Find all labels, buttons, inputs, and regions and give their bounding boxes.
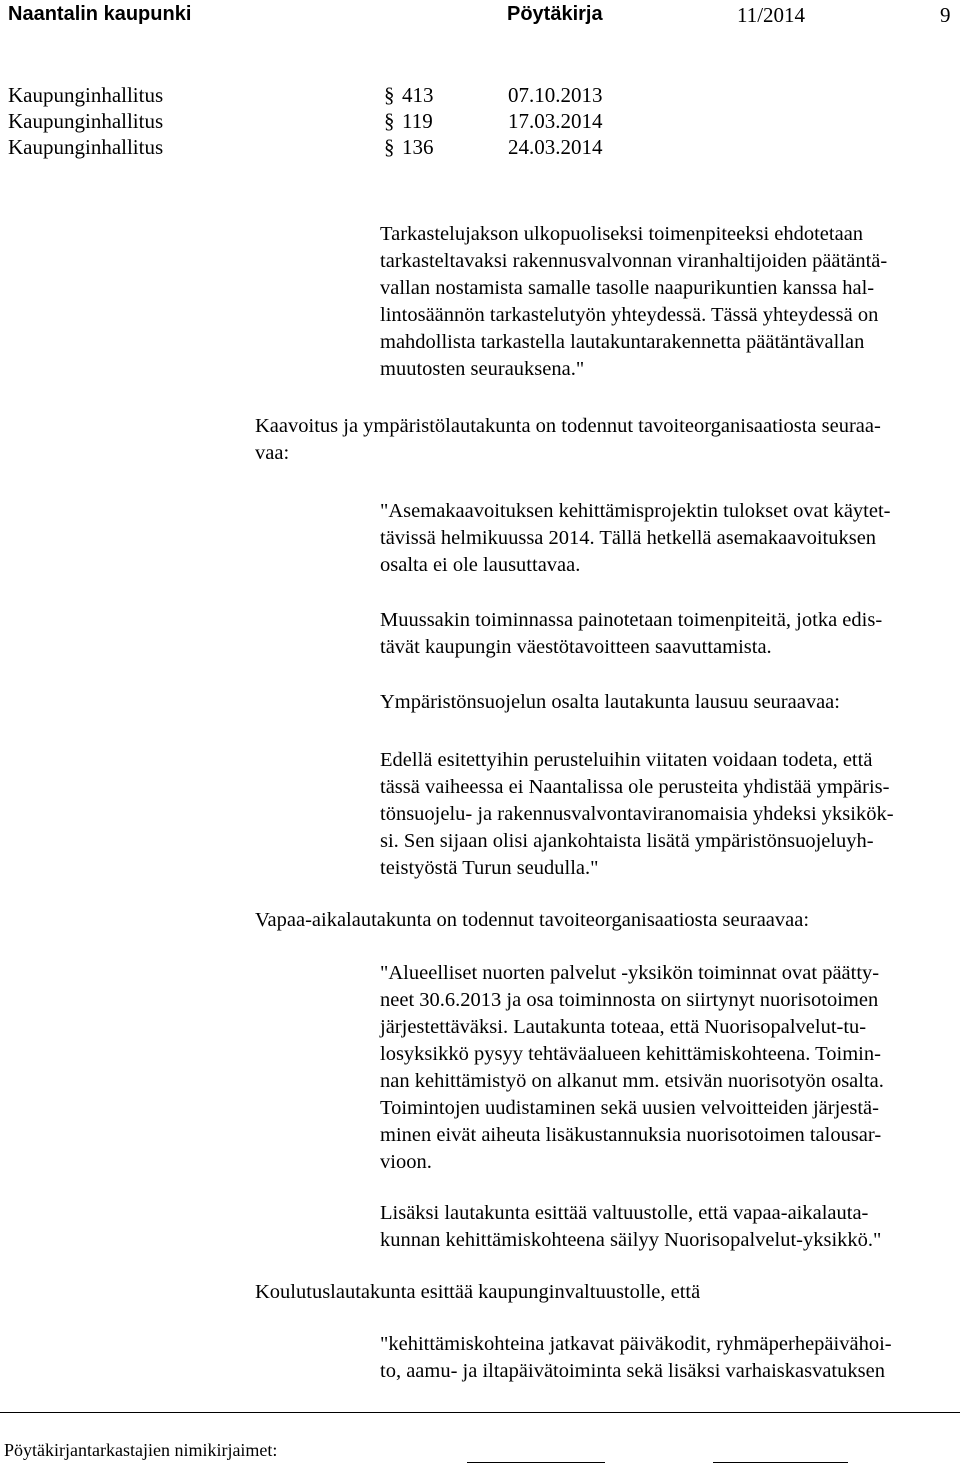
intro-koulutus (255, 1279, 955, 1306)
text-line: "Alueelliset nuorten palvelut -yksikön toiminnat ovat päätty- (380, 962, 880, 984)
text-line: tävissä helmikuussa 2014. Tällä hetkellä asemakaavoituksen (380, 527, 877, 549)
text-line: Lisäksi lautakunta esittää valtuustolle, että vapaa-aikalauta- (380, 1202, 869, 1224)
document-type: Pöytäkirja (507, 3, 603, 25)
text-line: tävät kaupungin väestötavoitteen saavuttamista. (380, 636, 772, 658)
text-line: tässä vaiheessa ei Naantalissa ole perusteita yhdistää ympäris- (380, 776, 890, 798)
reference-section: 119 (402, 109, 433, 133)
text-line: tönsuojelu- ja rakennusvalvontaviranomaisia yhdeksi yksikök- (380, 803, 894, 825)
signature-line (713, 1462, 848, 1463)
text-line: vaa: (255, 442, 290, 464)
intro-kaavoitus (255, 413, 955, 467)
text-line: minen eivät aiheuta lisäkustannuksia nuorisotoimen talousar- (380, 1124, 882, 1146)
quote-lisaksi (380, 1200, 955, 1254)
reference-body: Kaupunginhallitus (8, 109, 164, 133)
quote-asemakaavoitus (380, 498, 955, 579)
text-line: mahdollista tarkastella lautakuntarakennetta päätäntävallan (380, 331, 865, 353)
text-line: Tarkastelujakson ulkopuoliseksi toimenpiteeksi ehdotetaan (380, 223, 864, 245)
text-line: vallan nostamista samalle tasolle naapurikuntien kanssa hal- (380, 277, 875, 299)
quote-vaestotavoite (380, 607, 955, 661)
text-line: Muussakin toiminnassa painotetaan toimenpiteitä, jotka edis- (380, 609, 883, 631)
text-line: järjestettäväksi. Lautakunta toteaa, että Nuorisopalvelut-tu- (380, 1016, 867, 1038)
section-symbol: § (384, 109, 395, 133)
section-symbol: § (384, 135, 395, 159)
text-line: Kaavoitus ja ympäristölautakunta on todennut tavoiteorganisaatiosta seuraa- (255, 415, 881, 437)
text-line: nan kehittämistyö on alkanut mm. etsivän nuorisotyön osalta. (380, 1070, 884, 1092)
text-line: Vapaa-aikalautakunta on todennut tavoiteorganisaatiosta seuraavaa: (255, 909, 810, 931)
quote-rakennusvalvonta (380, 221, 955, 383)
text-line: Toimintojen uudistaminen sekä uusien velvoitteiden järjestä- (380, 1097, 879, 1119)
text-line: "kehittämiskohteina jatkavat päiväkodit, ryhmäperhepäivähoi- (380, 1333, 892, 1355)
text-line: osalta ei ole lausuttavaa. (380, 554, 581, 576)
text-line: tarkasteltavaksi rakennusvalvonnan viranhaltijoiden päätäntä- (380, 250, 888, 272)
quote-ymparistonsuojelu-intro (380, 689, 955, 716)
text-line: muutosten seurauksena." (380, 358, 585, 380)
reference-section: 413 (402, 83, 434, 107)
intro-vapaa-aika (255, 907, 955, 934)
text-line: to, aamu- ja iltapäivätoiminta sekä lisäksi varhaiskasvatuksen (380, 1360, 885, 1382)
text-line: lintosäännön tarkastelutyön yhteydessä. Tässä yhteydessä on (380, 304, 879, 326)
reference-date: 24.03.2014 (508, 135, 603, 159)
text-line: Koulutuslautakunta esittää kaupunginvaltuustolle, että (255, 1281, 701, 1303)
text-line: "Asemakaavoituksen kehittämisprojektin tulokset ovat käytet- (380, 500, 891, 522)
text-line: Edellä esitettyihin perusteluihin viitaten voidaan todeta, että (380, 749, 873, 771)
reference-date: 07.10.2013 (508, 83, 603, 107)
text-line: si. Sen sijaan olisi ajankohtaista lisätä ympäristönsuojeluyh- (380, 830, 874, 852)
text-line: teistyöstä Turun seudulla." (380, 857, 599, 879)
section-symbol: § (384, 83, 395, 107)
text-line: Ympäristönsuojelun osalta lautakunta lausuu seuraavaa: (380, 691, 840, 713)
reference-section: 136 (402, 135, 434, 159)
text-line: neet 30.6.2013 ja osa toiminnosta on siirtynyt nuorisotoimen (380, 989, 879, 1011)
signature-line (467, 1462, 605, 1463)
quote-kehittamiskohteet (380, 1331, 955, 1385)
reference-date: 17.03.2014 (508, 109, 603, 133)
reference-body: Kaupunginhallitus (8, 83, 164, 107)
city-name: Naantalin kaupunki (8, 3, 192, 25)
quote-ymparistonsuojelu (380, 747, 955, 882)
text-line: losyksikkö pysyy tehtäväalueen kehittämiskohteena. Toimin- (380, 1043, 881, 1065)
text-line: vioon. (380, 1151, 432, 1173)
signature-label: Pöytäkirjantarkastajien nimikirjaimet: (4, 1440, 278, 1460)
issue-number: 11/2014 (737, 3, 806, 27)
page-number: 9 (940, 3, 951, 27)
footer-divider (0, 1412, 960, 1413)
quote-nuorisopalvelut (380, 960, 955, 1176)
text-line: kunnan kehittämiskohteena säilyy Nuorisopalvelut-yksikkö." (380, 1229, 882, 1251)
reference-body: Kaupunginhallitus (8, 135, 164, 159)
